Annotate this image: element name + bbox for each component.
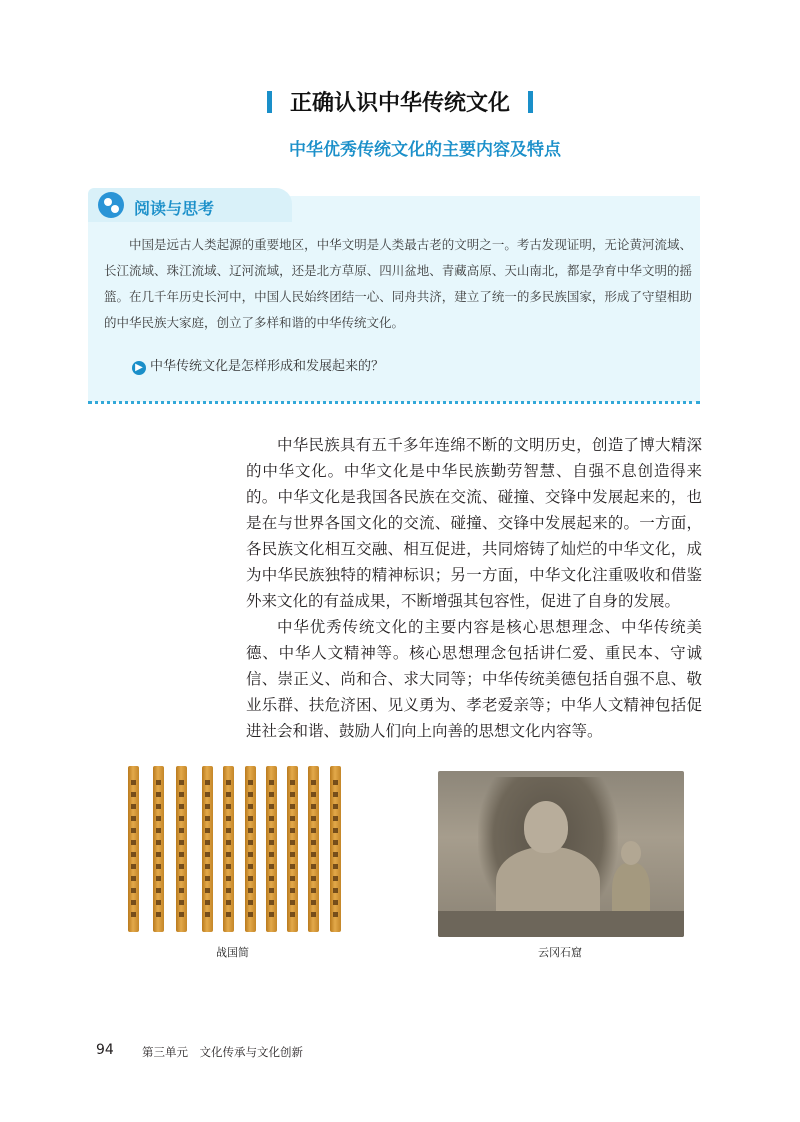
bamboo-slip	[266, 766, 277, 932]
subtitle: 中华优秀传统文化的主要内容及特点	[289, 140, 561, 160]
reading-box-heading: 阅读与思考	[134, 199, 215, 218]
yungang-grottoes-image	[438, 771, 684, 937]
dotted-divider	[88, 401, 700, 404]
bamboo-slip	[176, 766, 187, 932]
bamboo-slip	[330, 766, 341, 932]
unit-footer: 第三单元 文化传承与文化创新	[142, 1045, 303, 1059]
bamboo-slip	[153, 766, 164, 932]
buddha-statue-head	[524, 801, 568, 853]
bamboo-slip	[202, 766, 213, 932]
bamboo-slip	[308, 766, 319, 932]
section-title-text: 正确认识中华传统文化	[289, 91, 510, 116]
bamboo-slips-image	[124, 766, 354, 936]
arrow-icon: ▶	[132, 361, 146, 375]
bamboo-slip	[245, 766, 256, 932]
side-statue-head	[621, 841, 641, 865]
yungang-grottoes-caption: 云冈石窟	[538, 946, 582, 959]
bamboo-slip	[223, 766, 234, 932]
bamboo-slip	[287, 766, 298, 932]
question-text: 中华传统文化是怎样形成和发展起来的？	[150, 359, 385, 374]
cave-base	[438, 911, 684, 937]
title-bar-right	[528, 91, 533, 113]
bamboo-slip	[128, 766, 139, 932]
reading-box-question	[132, 355, 384, 375]
reading-box-paragraph: 中国是远古人类起源的重要地区，中华文明是人类最古老的文明之一。考古发现证明，无论黄河流域、长江流域、珠江流域、辽河流域，还是北方草原、四川盆地、青藏高原、天山南北，都是孕育中华文明的摇篮。在几千年历史长河中，中国人民始终团结一心、同舟共济，建立了统一的多民族国家，形成了守望相助的中华民族大家庭，创立了多样和谐的中华传统文化。	[104, 237, 692, 330]
section-title	[0, 86, 800, 117]
main-text	[246, 432, 702, 744]
bamboo-slips-caption: 战国简	[216, 946, 249, 959]
page-number: 94	[96, 1042, 114, 1058]
reading-icon	[98, 192, 124, 218]
main-paragraph: 中华优秀传统文化的主要内容是核心思想理念、中华传统美德、中华人文精神等。核心思想理念包括讲仁爱、重民本、守诚信、崇正义、尚和合、求大同等；中华传统美德包括自强不息、敬业乐群、扶危济困、见义勇为、孝老爱亲等；中华人文精神包括促进社会和谐、鼓励人们向上向善的思想文化内容等。	[246, 618, 702, 740]
buddha-statue-body	[496, 847, 600, 921]
title-bar-left	[267, 91, 272, 113]
main-paragraph: 中华民族具有五千多年连绵不断的文明历史，创造了博大精深的中华文化。中华文化是中华民族勤劳智慧、自强不息创造得来的。中华文化是我国各民族在交流、碰撞、交锋中发展起来的，也是在与世界各国文化的交流、碰撞、交锋中发展起来的。一方面，各民族文化相互交融、相互促进，共同熔铸了灿烂的中华文化，成为中华民族独特的精神标识；另一方面，中华文化注重吸收和借鉴外来文化的有益成果，不断增强其包容性，促进了自身的发展。	[246, 436, 702, 610]
